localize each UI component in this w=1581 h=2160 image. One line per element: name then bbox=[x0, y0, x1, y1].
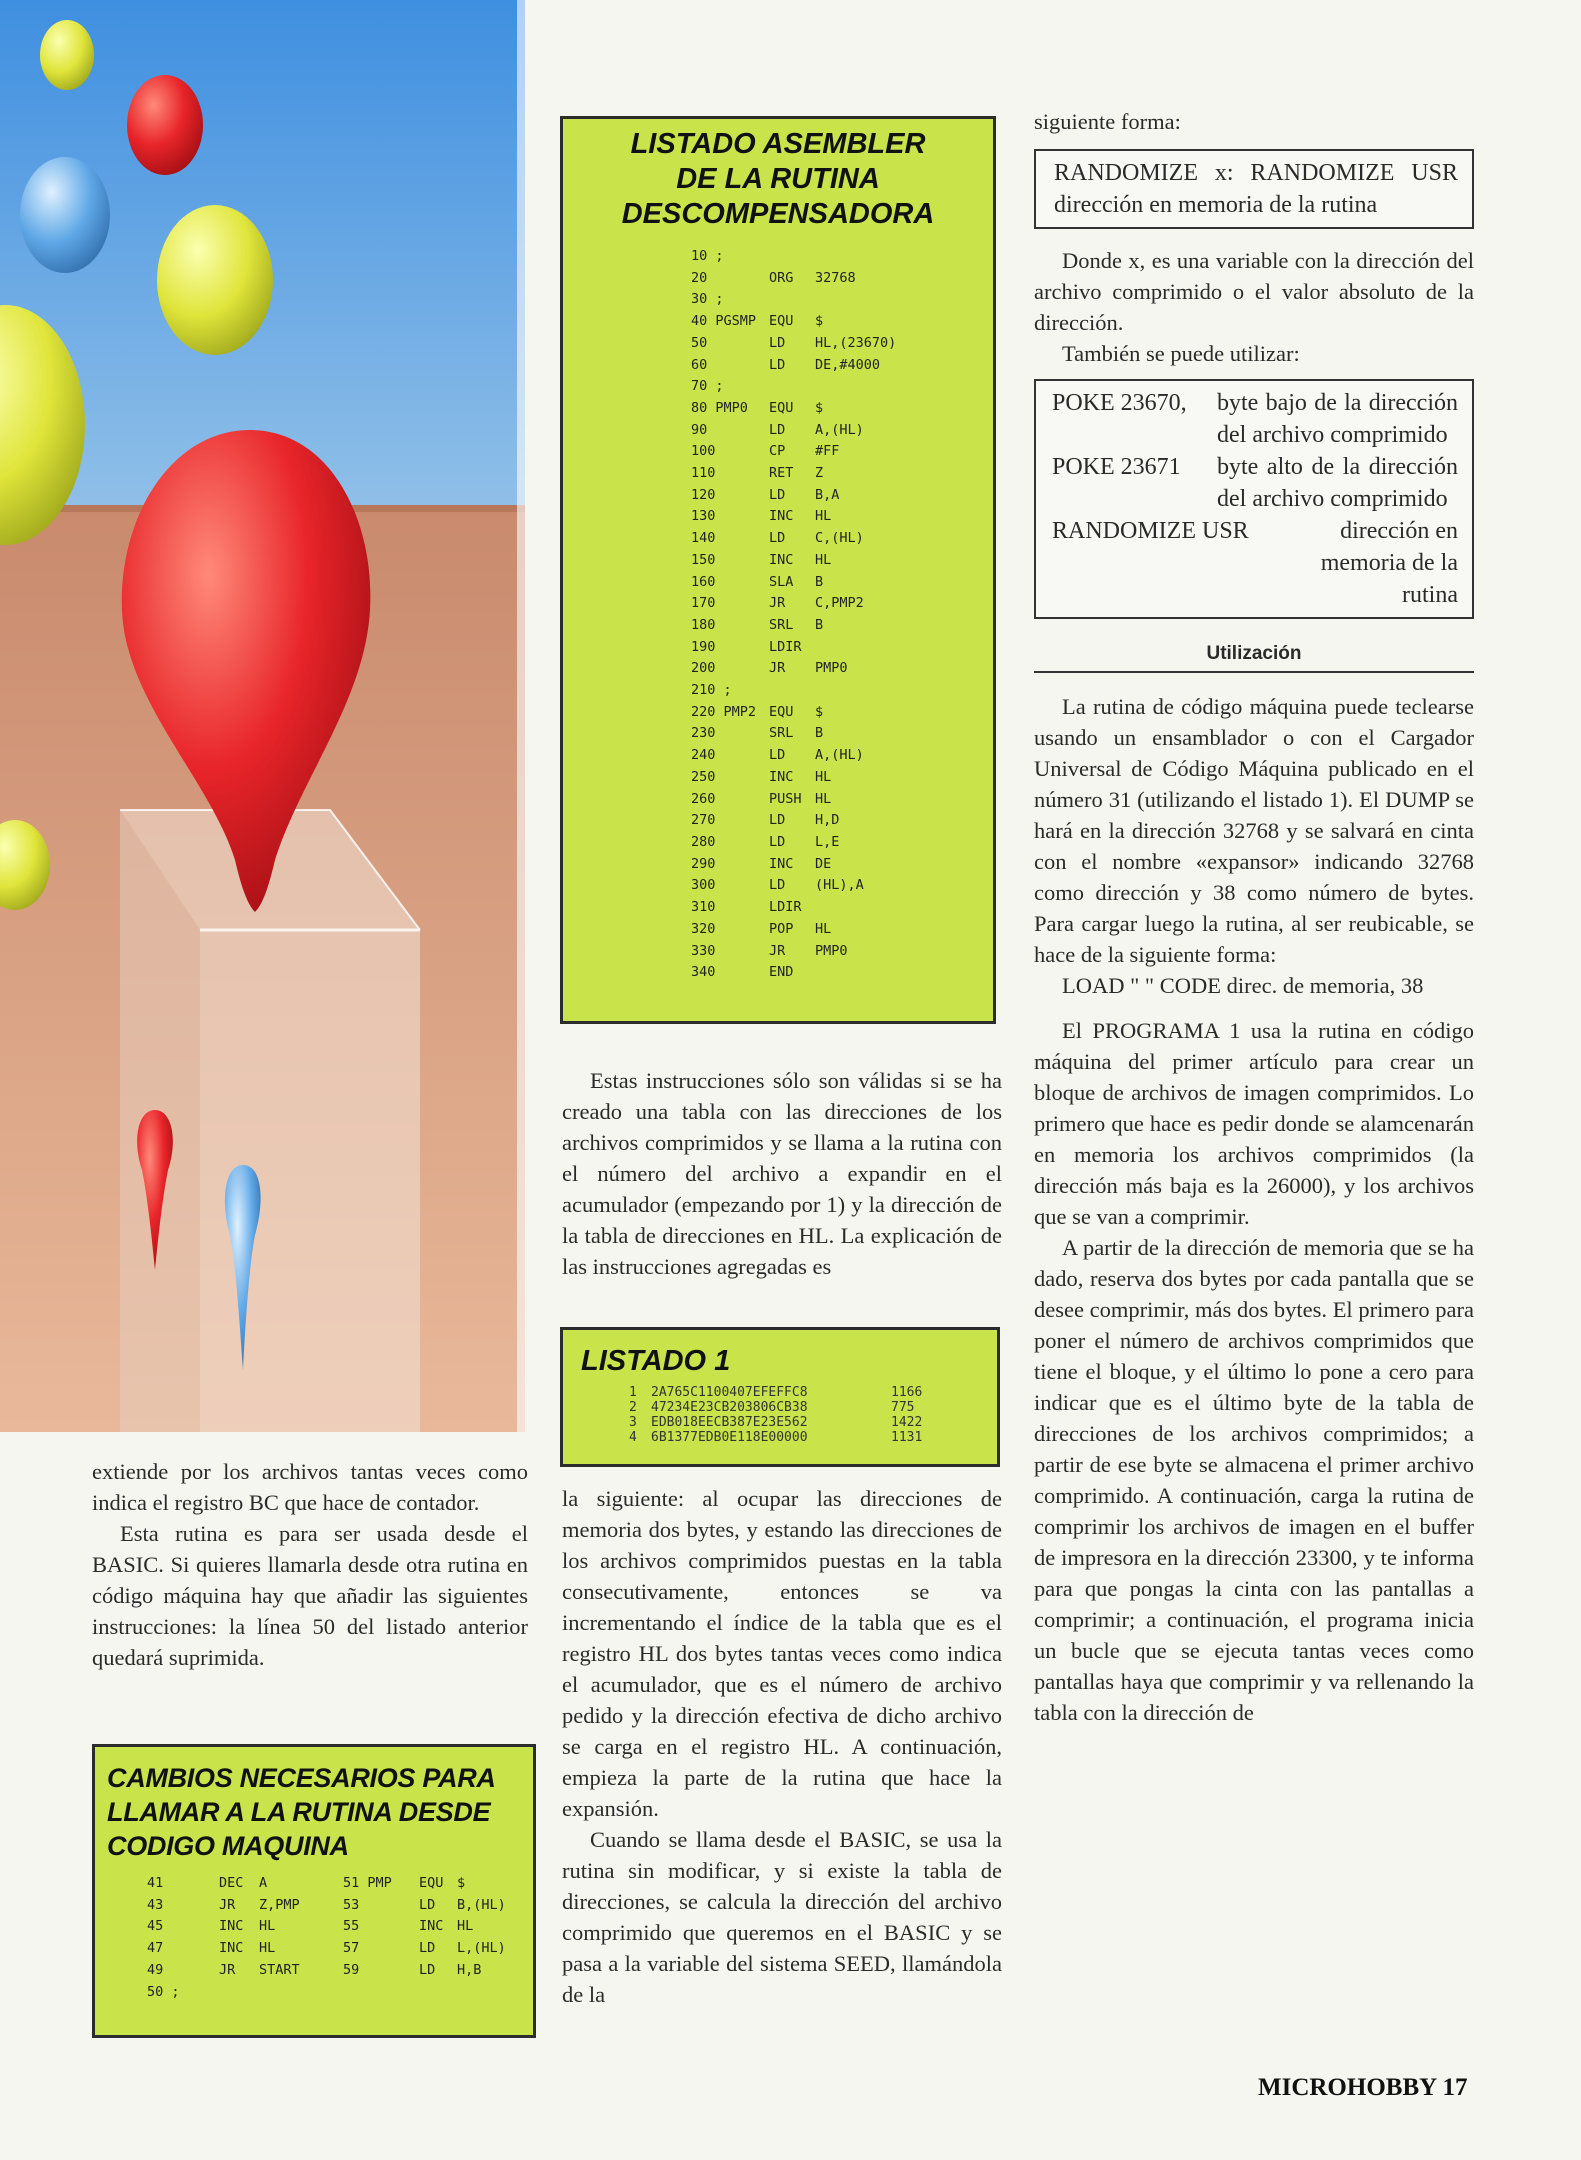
asm-operand: $ bbox=[815, 703, 824, 720]
listado1-hex: 6B1377EDB0E118E00000 bbox=[651, 1430, 808, 1445]
asm-operand: C,PMP2 bbox=[815, 595, 864, 612]
asm-opcode: POP bbox=[769, 920, 794, 937]
asm-opcode: LD bbox=[769, 530, 786, 547]
cambios-code-right bbox=[343, 1873, 506, 2003]
listado-asembler-box bbox=[560, 116, 996, 1024]
asm-operand: A,(HL) bbox=[815, 421, 864, 438]
asm-line bbox=[691, 745, 993, 767]
asm-line bbox=[691, 723, 993, 745]
asm-line bbox=[691, 572, 993, 594]
col2-para-2: la siguiente: al ocupar las direcciones de memoria dos bytes, y estando las direcciones de los archivos comprimidos puestas en la tabla consecutivamente, entonces se va incrementando el índice de la tabla que es el registro HL dos bytes tantas veces como indica el acumulador, que es el número de archivo pedido y la dirección efectiva de dicho archivo se carga en el registro HL. A continuación, empieza la parte de la rutina que hace la expansión. bbox=[562, 1486, 1002, 1821]
asm-operand: HL bbox=[815, 551, 832, 568]
asm-operand: Z bbox=[815, 465, 824, 482]
asm-opcode: INC bbox=[769, 768, 794, 785]
asm-line-number: 240 bbox=[691, 747, 716, 764]
asm-operand: H,D bbox=[815, 812, 840, 829]
asm-operand: DE bbox=[815, 855, 832, 872]
asm-line bbox=[691, 875, 993, 897]
asm-line bbox=[691, 919, 993, 941]
asm-line-number: 140 bbox=[691, 530, 716, 547]
asm-operand: B,A bbox=[815, 486, 840, 503]
asm-line-number: 280 bbox=[691, 833, 716, 850]
asm-operand: A,(HL) bbox=[815, 747, 864, 764]
listado1-checksum: 775 bbox=[891, 1400, 915, 1415]
asm-line-number: 210 ; bbox=[691, 682, 732, 699]
asm-opcode: LD bbox=[769, 877, 786, 894]
asm-opcode: EQU bbox=[769, 313, 794, 330]
asm-operand: B bbox=[815, 616, 824, 633]
col3-para-donde: Donde x, es una variable con la dirección del archivo comprimido o el valor absoluto de la dirección. bbox=[1034, 248, 1474, 335]
asm-line-number: 110 bbox=[691, 465, 716, 482]
col3-load-line: LOAD " " CODE direc. de memoria, 38 bbox=[1062, 973, 1424, 998]
balloons-illustration bbox=[0, 0, 525, 1432]
asm-line bbox=[691, 615, 993, 637]
asm-operand: HL,(23670) bbox=[815, 334, 897, 351]
asm-operand: PMP0 bbox=[815, 942, 848, 959]
code-line: 59 bbox=[343, 1961, 360, 1978]
asm-line-number: 220 PMP2 bbox=[691, 703, 757, 720]
asm-opcode: JR bbox=[769, 660, 786, 677]
asm-operand: PMP0 bbox=[815, 660, 848, 677]
asm-line bbox=[691, 485, 993, 507]
asm-opcode: INC bbox=[769, 508, 794, 525]
asm-line-number: 30 ; bbox=[691, 291, 724, 308]
asm-opcode: LDIR bbox=[769, 899, 802, 916]
asm-line bbox=[691, 702, 993, 724]
asm-operand: HL bbox=[815, 920, 832, 937]
listado1-box bbox=[560, 1327, 1000, 1467]
cambios-box bbox=[92, 1744, 536, 2038]
asm-code-listing bbox=[691, 246, 993, 984]
asm-line bbox=[691, 810, 993, 832]
asm-line-number: 20 bbox=[691, 269, 708, 286]
asm-line bbox=[691, 832, 993, 854]
col2-para-3: Cuando se llama desde el BASIC, se usa la rutina sin modificar, y si existe la tabla de direcciones, se calcula la dirección del archivo comprimido que queremos en el BASIC y se pasa a la variable del sistema SEED, llamándola de la bbox=[562, 1827, 1002, 2007]
asm-line-number: 80 PMP0 bbox=[691, 399, 748, 416]
listado1-hex: EDB018EECB387E23E562 bbox=[651, 1415, 808, 1430]
asm-opcode bbox=[769, 376, 815, 398]
asm-line bbox=[691, 962, 993, 984]
code-line: 53 bbox=[343, 1896, 360, 1913]
asm-line-number: 90 bbox=[691, 421, 708, 438]
poke-key: RANDOMIZE USR bbox=[1052, 518, 1249, 544]
asm-opcode bbox=[769, 680, 815, 702]
code-arg: A bbox=[259, 1875, 268, 1891]
asm-operand: DE,#4000 bbox=[815, 356, 881, 373]
magazine-name: MICROHOBBY bbox=[1258, 2074, 1437, 2101]
cambios-title-line-1: CAMBIOS NECESARIOS PARA bbox=[107, 1763, 496, 1793]
listado1-checksum: 1166 bbox=[891, 1385, 923, 1400]
asm-opcode: INC bbox=[769, 551, 794, 568]
col3-para-programa: El PROGRAMA 1 usa la rutina en código máquina del primer artículo para crear un bloque de archivos de imagen comprimidos. Lo primero que hace es pedir donde se alamcenarán en memoria los archivos comprimidos (la dirección más baja es la 26000), y los archivos que se van a comprimir. bbox=[1034, 1018, 1474, 1229]
page-footer bbox=[1258, 2074, 1468, 2102]
col3-para-rutina: La rutina de código máquina puede teclearse usando un ensamblador o con el Cargador Universal de Código Máquina publicado en el número 31 (utilizando el listado 1). El DUMP se hará en la dirección 32768 y se salvará en cinta con el nombre «expansor» indicando 32768 como dirección y 38 como número de bytes. Para cargar luego la rutina, al ser reubicable, se hace de la siguiente forma: bbox=[1034, 694, 1474, 967]
randomize-box-text: RANDOMIZE x: RANDOMIZE USR dirección en memoria de la rutina bbox=[1054, 160, 1458, 218]
asm-opcode: EQU bbox=[769, 399, 794, 416]
asm-line bbox=[691, 528, 993, 550]
asm-line-number: 150 bbox=[691, 551, 716, 568]
asm-opcode: END bbox=[769, 964, 794, 981]
asm-opcode: LD bbox=[769, 356, 786, 373]
asm-line bbox=[691, 268, 993, 290]
asm-opcode: LD bbox=[769, 747, 786, 764]
asm-line-number: 40 PGSMP bbox=[691, 313, 757, 330]
poke-key: POKE 23671 bbox=[1052, 454, 1181, 480]
code-op: INC bbox=[219, 1940, 244, 1957]
asm-title-line-2: DE LA RUTINA bbox=[676, 163, 880, 195]
listado1-checksum: 1131 bbox=[891, 1430, 923, 1445]
asm-line-number: 50 bbox=[691, 334, 708, 351]
asm-line bbox=[691, 897, 993, 919]
asm-operand: L,E bbox=[815, 833, 840, 850]
asm-line bbox=[691, 637, 993, 659]
col1-para-1: extiende por los archivos tantas veces como indica el registro BC que hace de contador. bbox=[92, 1459, 528, 1515]
asm-operand: B bbox=[815, 573, 824, 590]
asm-operand: $ bbox=[815, 399, 824, 416]
poke-value: byte alto de la dirección del archivo comprimido bbox=[1217, 454, 1458, 512]
asm-line-number: 190 bbox=[691, 638, 716, 655]
col1-text bbox=[92, 1456, 528, 1673]
asm-line bbox=[691, 854, 993, 876]
asm-opcode: ORG bbox=[769, 269, 794, 286]
asm-line bbox=[691, 463, 993, 485]
asm-opcode: LD bbox=[769, 334, 786, 351]
asm-line-number: 60 bbox=[691, 356, 708, 373]
code-arg: HL bbox=[259, 1918, 276, 1935]
code-arg: H,B bbox=[457, 1961, 482, 1978]
code-arg: HL bbox=[457, 1918, 474, 1935]
poke-row-3 bbox=[1052, 515, 1458, 611]
listado1-hex: 47234E23CB203806CB38 bbox=[651, 1400, 808, 1415]
asm-title-line-1: LISTADO ASEMBLER bbox=[630, 128, 926, 160]
listado1-checksum: 1422 bbox=[891, 1415, 923, 1430]
asm-line-number: 120 bbox=[691, 486, 716, 503]
asm-opcode: SRL bbox=[769, 725, 794, 742]
code-line: 43 bbox=[147, 1896, 164, 1913]
asm-line-number: 130 bbox=[691, 508, 716, 525]
cambios-title-line-3: CODIGO MAQUINA bbox=[107, 1831, 349, 1861]
code-op: JR bbox=[219, 1961, 236, 1978]
cambios-title-line-2: LLAMAR A LA RUTINA DESDE bbox=[107, 1797, 491, 1827]
listado1-line bbox=[629, 1400, 997, 1415]
asm-opcode bbox=[769, 289, 815, 311]
asm-line bbox=[691, 593, 993, 615]
code-arg: L,(HL) bbox=[457, 1940, 506, 1957]
asm-line-number: 70 ; bbox=[691, 378, 724, 395]
asm-operand: HL bbox=[815, 768, 832, 785]
asm-line-number: 310 bbox=[691, 899, 716, 916]
code-op: LD bbox=[419, 1961, 436, 1978]
asm-opcode: SLA bbox=[769, 573, 794, 590]
listado-asembler-title bbox=[563, 127, 993, 232]
section-heading bbox=[1034, 643, 1474, 673]
asm-line bbox=[691, 767, 993, 789]
asm-opcode: LD bbox=[769, 833, 786, 850]
asm-opcode: INC bbox=[769, 855, 794, 872]
asm-opcode: LD bbox=[769, 486, 786, 503]
page-number: 17 bbox=[1442, 2074, 1468, 2101]
asm-line-number: 230 bbox=[691, 725, 716, 742]
code-op: DEC bbox=[219, 1875, 244, 1891]
asm-line-number: 290 bbox=[691, 855, 716, 872]
asm-operand: HL bbox=[815, 790, 832, 807]
code-op: EQU bbox=[419, 1875, 444, 1891]
code-line: 50 ; bbox=[147, 1983, 180, 2000]
col1-para-2: Esta rutina es para ser usada desde el BASIC. Si quieres llamarla desde otra rutina en código máquina hay que añadir las siguientes instrucciones: la línea 50 del listado anterior quedará suprimida. bbox=[92, 1521, 528, 1670]
code-line: 47 bbox=[147, 1940, 164, 1957]
asm-line-number: 300 bbox=[691, 877, 716, 894]
asm-opcode: PUSH bbox=[769, 790, 802, 807]
asm-operand: B bbox=[815, 725, 824, 742]
asm-line-number: 170 bbox=[691, 595, 716, 612]
col2-para-top: Estas instrucciones sólo son válidas si se ha creado una tabla con las direcciones de los archivos comprimidos y se llama a la rutina con el número del archivo a expandir en el acumulador (empezando por 1) y la dirección de la tabla de direcciones en HL. La explicación de las instrucciones agregadas es bbox=[562, 1068, 1002, 1279]
asm-title-line-3: DESCOMPENSADORA bbox=[621, 198, 935, 230]
col3-para-partir: A partir de la dirección de memoria que se ha dado, reserva dos bytes por cada pantalla que se desee comprimir, más dos bytes. El primero para poner el número de archivos comprimidos que tiene el bloque, y el último lo pone a cero para indicar que es el último byte de la tabla de direcciones de los archivos comprimidos; a partir de ese byte se almacena el primer archivo comprimido. A continuación, carga la rutina de comprimir los archivos de imagen en el buffer de impresora en la dirección 23300, y te informa para que pongas la cinta con las pantallas a comprimir; a continuación, el programa inicia un bucle que se ejecuta tantas veces como pantallas haya que comprimir y va rellenando la tabla con la dirección de bbox=[1034, 1235, 1474, 1725]
asm-line bbox=[691, 550, 993, 572]
asm-operand: #FF bbox=[815, 443, 840, 460]
asm-line-number: 160 bbox=[691, 573, 716, 590]
asm-line bbox=[691, 289, 993, 311]
asm-line-number: 250 bbox=[691, 768, 716, 785]
code-op bbox=[219, 1982, 259, 2004]
code-op: INC bbox=[219, 1918, 244, 1935]
listado1-line bbox=[629, 1430, 997, 1445]
asm-line bbox=[691, 680, 993, 702]
asm-opcode: SRL bbox=[769, 616, 794, 633]
cambios-code bbox=[147, 1873, 523, 2003]
code-arg: $ bbox=[457, 1875, 466, 1891]
asm-line-number: 180 bbox=[691, 616, 716, 633]
code-op: LD bbox=[419, 1940, 436, 1957]
asm-line-number: 260 bbox=[691, 790, 716, 807]
asm-line-number: 10 ; bbox=[691, 248, 724, 264]
code-op: LD bbox=[419, 1896, 436, 1913]
listado1-title: LISTADO 1 bbox=[581, 1345, 731, 1377]
poke-box bbox=[1034, 379, 1474, 619]
poke-row-2 bbox=[1052, 451, 1458, 515]
listado1-code bbox=[629, 1385, 997, 1445]
asm-line bbox=[691, 311, 993, 333]
asm-opcode: EQU bbox=[769, 703, 794, 720]
listado1-line bbox=[629, 1415, 997, 1430]
asm-operand: C,(HL) bbox=[815, 530, 864, 547]
section-heading-text: Utilización bbox=[1206, 643, 1302, 664]
col2-text-top bbox=[562, 1065, 1002, 1282]
asm-operand: (HL),A bbox=[815, 877, 864, 894]
code-line: 51 PMP bbox=[343, 1875, 392, 1891]
code-line: 57 bbox=[343, 1940, 360, 1957]
asm-operand: HL bbox=[815, 508, 832, 525]
code-arg: Z,PMP bbox=[259, 1896, 300, 1913]
listado1-line-number: 2 bbox=[629, 1400, 637, 1415]
poke-value: dirección en memoria de la rutina bbox=[1320, 518, 1458, 608]
asm-line bbox=[691, 333, 993, 355]
listado1-line bbox=[629, 1385, 997, 1400]
asm-line bbox=[691, 441, 993, 463]
code-line: 49 bbox=[147, 1961, 164, 1978]
poke-key: POKE 23670, bbox=[1052, 390, 1187, 416]
asm-opcode: LD bbox=[769, 812, 786, 829]
code-arg: START bbox=[259, 1961, 300, 1978]
asm-line bbox=[691, 376, 993, 398]
randomize-box bbox=[1034, 149, 1474, 229]
listado1-line-number: 3 bbox=[629, 1415, 637, 1430]
poke-value: byte bajo de la dirección del archivo comprimido bbox=[1217, 390, 1458, 448]
asm-line bbox=[691, 658, 993, 680]
asm-line bbox=[691, 506, 993, 528]
code-line: 55 bbox=[343, 1918, 360, 1935]
asm-line-number: 330 bbox=[691, 942, 716, 959]
asm-line-number: 270 bbox=[691, 812, 716, 829]
asm-operand: $ bbox=[815, 313, 824, 330]
asm-line-number: 200 bbox=[691, 660, 716, 677]
asm-opcode: LDIR bbox=[769, 638, 802, 655]
asm-opcode: RET bbox=[769, 465, 794, 482]
asm-line bbox=[691, 941, 993, 963]
asm-opcode: JR bbox=[769, 595, 786, 612]
col3-para-tambien: También se puede utilizar: bbox=[1062, 341, 1300, 366]
asm-line-number: 100 bbox=[691, 443, 716, 460]
asm-line bbox=[691, 355, 993, 377]
asm-opcode: CP bbox=[769, 443, 786, 460]
asm-line bbox=[691, 398, 993, 420]
code-op: JR bbox=[219, 1896, 236, 1913]
code-arg: B,(HL) bbox=[457, 1896, 506, 1913]
listado1-hex: 2A765C1100407EFEFFC8 bbox=[651, 1385, 808, 1400]
col3-intro: siguiente forma: bbox=[1034, 109, 1181, 134]
listado1-line-number: 1 bbox=[629, 1385, 637, 1400]
code-op: INC bbox=[419, 1918, 444, 1935]
code-line: 45 bbox=[147, 1918, 164, 1935]
poke-row-1 bbox=[1052, 387, 1458, 451]
asm-opcode: JR bbox=[769, 942, 786, 959]
listado1-line-number: 4 bbox=[629, 1430, 637, 1445]
code-line: 41 bbox=[147, 1875, 164, 1891]
asm-line bbox=[691, 420, 993, 442]
asm-line-number: 340 bbox=[691, 964, 716, 981]
cambios-code-left bbox=[147, 1873, 343, 2003]
asm-operand: 32768 bbox=[815, 269, 856, 286]
cambios-title bbox=[107, 1761, 523, 1863]
asm-opcode bbox=[769, 246, 815, 268]
code-arg: HL bbox=[259, 1940, 276, 1957]
col3-text bbox=[1034, 106, 1474, 1728]
asm-line-number: 320 bbox=[691, 920, 716, 937]
col2-text-bottom bbox=[562, 1483, 1002, 2010]
asm-line bbox=[691, 246, 993, 268]
asm-line bbox=[691, 789, 993, 811]
asm-opcode: LD bbox=[769, 421, 786, 438]
